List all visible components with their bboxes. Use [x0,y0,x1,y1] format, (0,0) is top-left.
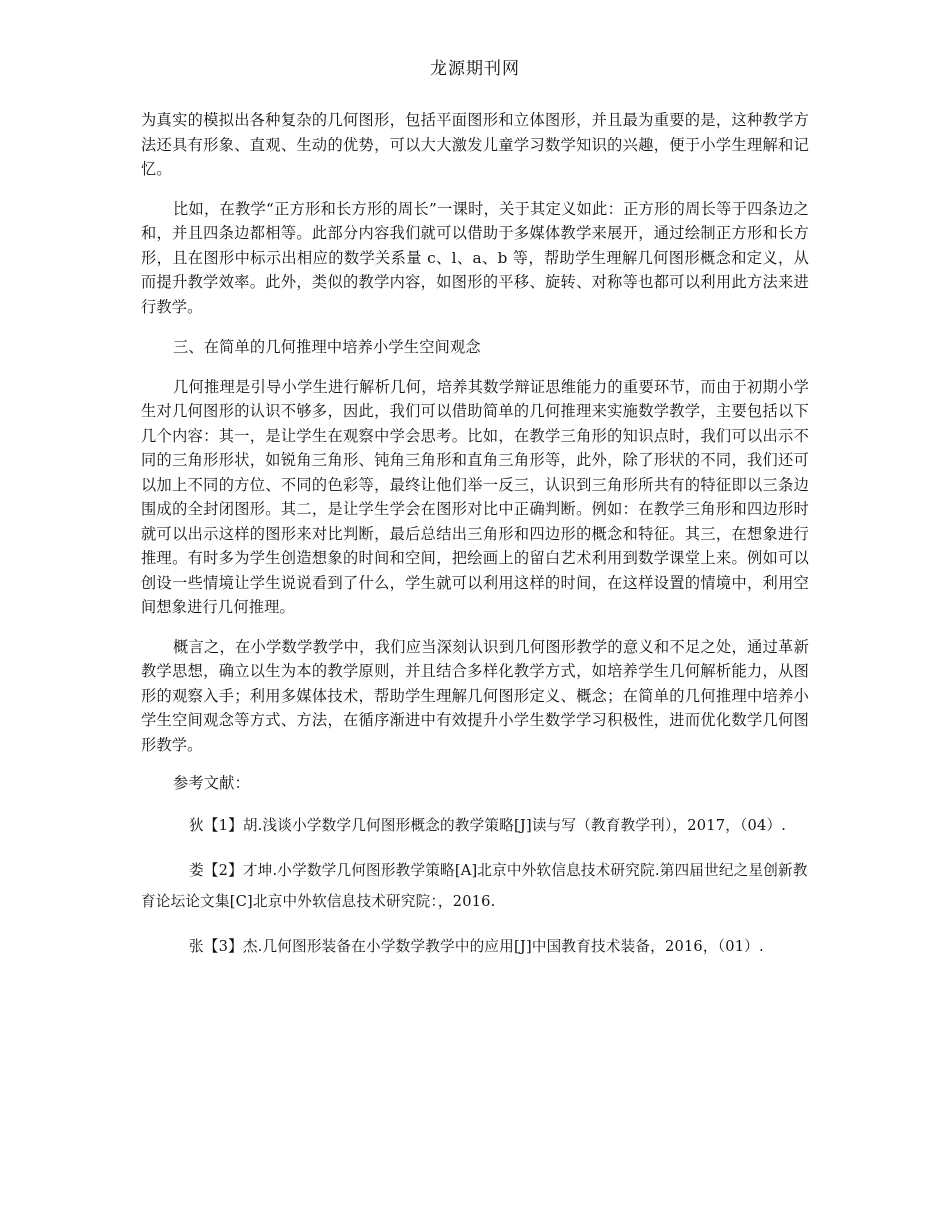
journal-header: 龙源期刊网 [430,59,520,79]
body-paragraph: 为真实的模拟出各种复杂的几何图形，包括平面图形和立体图形，并且最为重要的是，这种教学方法还具有形象、直观、生动的优势，可以大大激发儿童学习数学知识的兴趣，便于小学生理解和记忆。 [141,111,809,178]
reference-item: 狄【1】胡.浅谈小学数学几何图形概念的教学策略[J]读与写（教育教学刊），2017，（04）. [189,816,787,834]
section-heading: 三、在简单的几何推理中培养小学生空间观念 [173,338,481,356]
reference-item: 张【3】杰.几何图形装备在小学数学教学中的应用[J]中国教育技术装备，2016，（01）. [189,937,764,955]
article-body [141,108,809,962]
body-paragraph: 概言之，在小学数学教学中，我们应当深刻认识到几何图形教学的意义和不足之处，通过革新教学思想，确立以生为本的教学原则，并且结合多样化教学方式，如培养学生几何解析能力，从图形的观察入手；利用多媒体技术，帮助学生理解几何图形定义、概念；在简单的几何推理中培养小学生空间观念等方式、方法，在循序渐进中有效提升小学生数学学习积极性，进而优化数学几何图形教学。 [141,637,809,754]
references-title: 参考文献： [173,774,250,792]
body-paragraph: 比如，在教学“正方形和长方形的周长”一课时，关于其定义如此：正方形的周长等于四条边之和，并且四条边都相等。此部分内容我们就可以借助于多媒体教学来展开，通过绘制正方形和长方形，且在图形中标示出相应的数学关系量 c、l、a、b 等，帮助学生理解几何图形概念和定义，从而提升教学效率。此外，类似的教学内容，如图形的平移、旋转、对称等也都可以利用此方法来进行教学。 [141,199,809,316]
reference-item: 娄【2】才坤.小学数学几何图形教学策略[A]北京中外软信息技术研究院.第四届世纪之星创新教育论坛论文集[C]北京中外软信息技术研究院：，2016. [141,861,808,910]
body-paragraph: 几何推理是引导小学生进行解析几何，培养其数学辩证思维能力的重要环节，而由于初期小学生对几何图形的认识不够多，因此，我们可以借助简单的几何推理来实施数学教学，主要包括以下几个内容：其一，是让学生在观察中学会思考。比如，在教学三角形的知识点时，我们可以出示不同的三角形形状，如锐角三角形、钝角三角形和直角三角形等，此外，除了形状的不同，我们还可以加上不同的方位、不同的色彩等，最终让他们举一反三，认识到三角形所共有的特征即以三条边围成的全封闭图形。其二，是让学生学会在图形对比中正确判断。例如：在教学三角形和四边形时就可以出示这样的图形来对比判断，最后总结出三角形和四边形的概念和特征。其三，在想象进行推理。有时多为学生创造想象的时间和空间，把绘画上的留白艺术利用到数学课堂上来。例如可以创设一些情境让学生说说看到了什么，学生就可以利用这样的时间，在这样设置的情境中，利用空间想象进行几何推理。 [141,377,809,616]
